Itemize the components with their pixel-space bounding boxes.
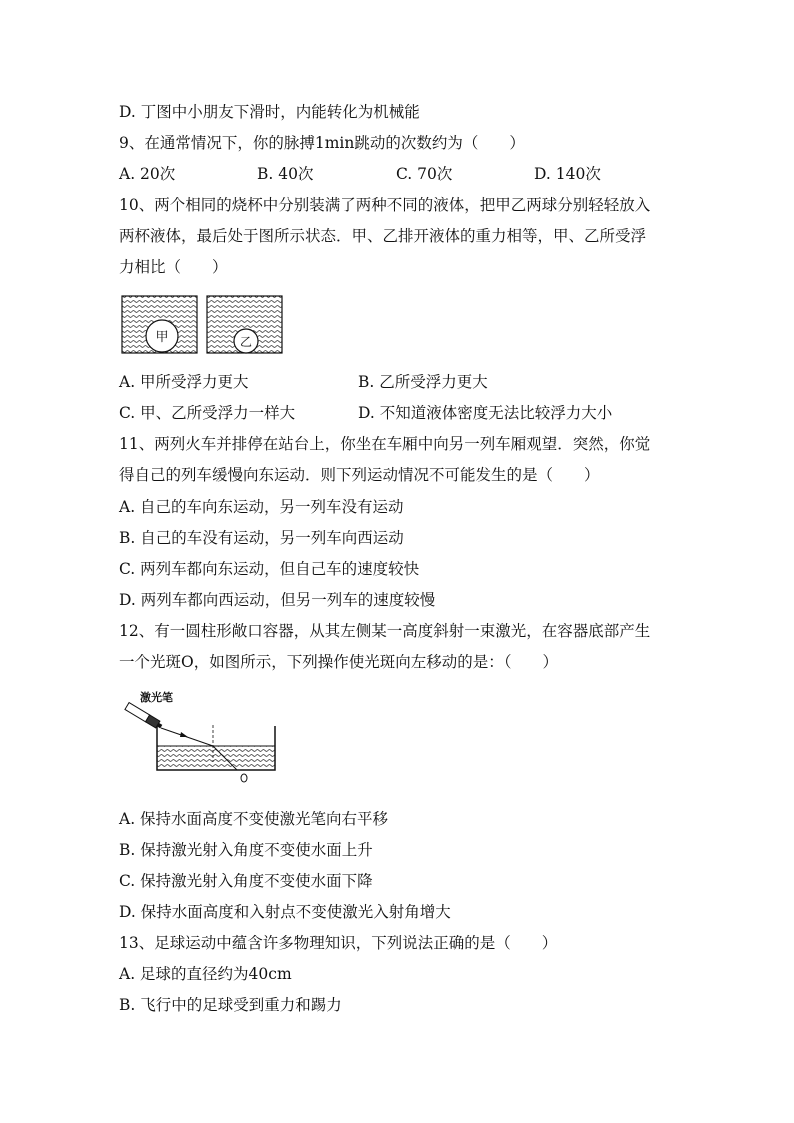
q11-stem-line-1: 11、两列火车并排停在站台上，你坐在车厢中向另一列车厢观望．突然，你觉 — [119, 435, 651, 453]
ball-yi-label: 乙 — [239, 335, 253, 349]
q10-option-a: A. 甲所受浮力更大 — [119, 373, 249, 391]
q9-option-b: B. 40次 — [257, 165, 314, 183]
q9-option-a: A. 20次 — [119, 165, 176, 183]
q13-stem: 13、足球运动中蕴含许多物理知识，下列说法正确的是（ ） — [119, 934, 558, 952]
q12-laser-container-figure — [118, 688, 283, 788]
q10-option-d: D. 不知道液体密度无法比较浮力大小 — [358, 404, 613, 422]
q13-option-b: B. 飞行中的足球受到重力和踢力 — [119, 996, 342, 1014]
q10-beakers-figure — [120, 294, 285, 356]
q11-stem-line-2: 得自己的列车缓慢向东运动．则下列运动情况不可能发生的是（ ） — [119, 466, 600, 484]
q12-option-b: B. 保持激光射入角度不变使水面上升 — [119, 841, 373, 859]
q9-stem: 9、在通常情况下，你的脉搏1min跳动的次数约为（ ） — [119, 134, 525, 152]
q11-option-d: D. 两列车都向西运动，但另一列车的速度较慢 — [119, 591, 436, 609]
q10-stem-line-1: 10、两个相同的烧杯中分别装满了两种不同的液体，把甲乙两球分别轻轻放入 — [119, 196, 651, 214]
q12-stem-line-2: 一个光斑O，如图所示，下列操作使光斑向左移动的是：（ ） — [119, 653, 558, 671]
q10-stem-line-3: 力相比（ ） — [119, 258, 228, 276]
light-spot — [241, 774, 247, 782]
q9-option-c: C. 70次 — [396, 165, 453, 183]
q11-option-c: C. 两列车都向东运动，但自己车的速度较快 — [119, 560, 420, 578]
q12-option-d: D. 保持水面高度和入射点不变使激光入射角增大 — [119, 903, 451, 921]
q8-option-d: D. 丁图中小朋友下滑时，内能转化为机械能 — [119, 103, 420, 121]
q13-option-a: A. 足球的直径约为40cm — [119, 965, 292, 983]
q10-option-b: B. 乙所受浮力更大 — [358, 373, 488, 391]
q12-option-a: A. 保持水面高度不变使激光笔向右平移 — [119, 810, 389, 828]
q11-option-b: B. 自己的车没有运动，另一列车向西运动 — [119, 529, 404, 547]
q10-stem-line-2: 两杯液体，最后处于图所示状态．甲、乙排开液体的重力相等，甲、乙所受浮 — [119, 227, 647, 245]
laser-pen — [125, 703, 163, 730]
q11-option-a: A. 自己的车向东运动，另一列车没有运动 — [119, 498, 404, 516]
ball-jia-label: 甲 — [155, 330, 169, 345]
q10-option-c: C. 甲、乙所受浮力一样大 — [119, 404, 296, 422]
laser-pen-label: 激光笔 — [140, 691, 173, 704]
q12-option-c: C. 保持激光射入角度不变使水面下降 — [119, 872, 373, 890]
q9-option-d: D. 140次 — [534, 165, 601, 183]
q12-stem-line-1: 12、有一圆柱形敞口容器，从其左侧某一高度斜射一束激光，在容器底部产生 — [119, 622, 651, 640]
